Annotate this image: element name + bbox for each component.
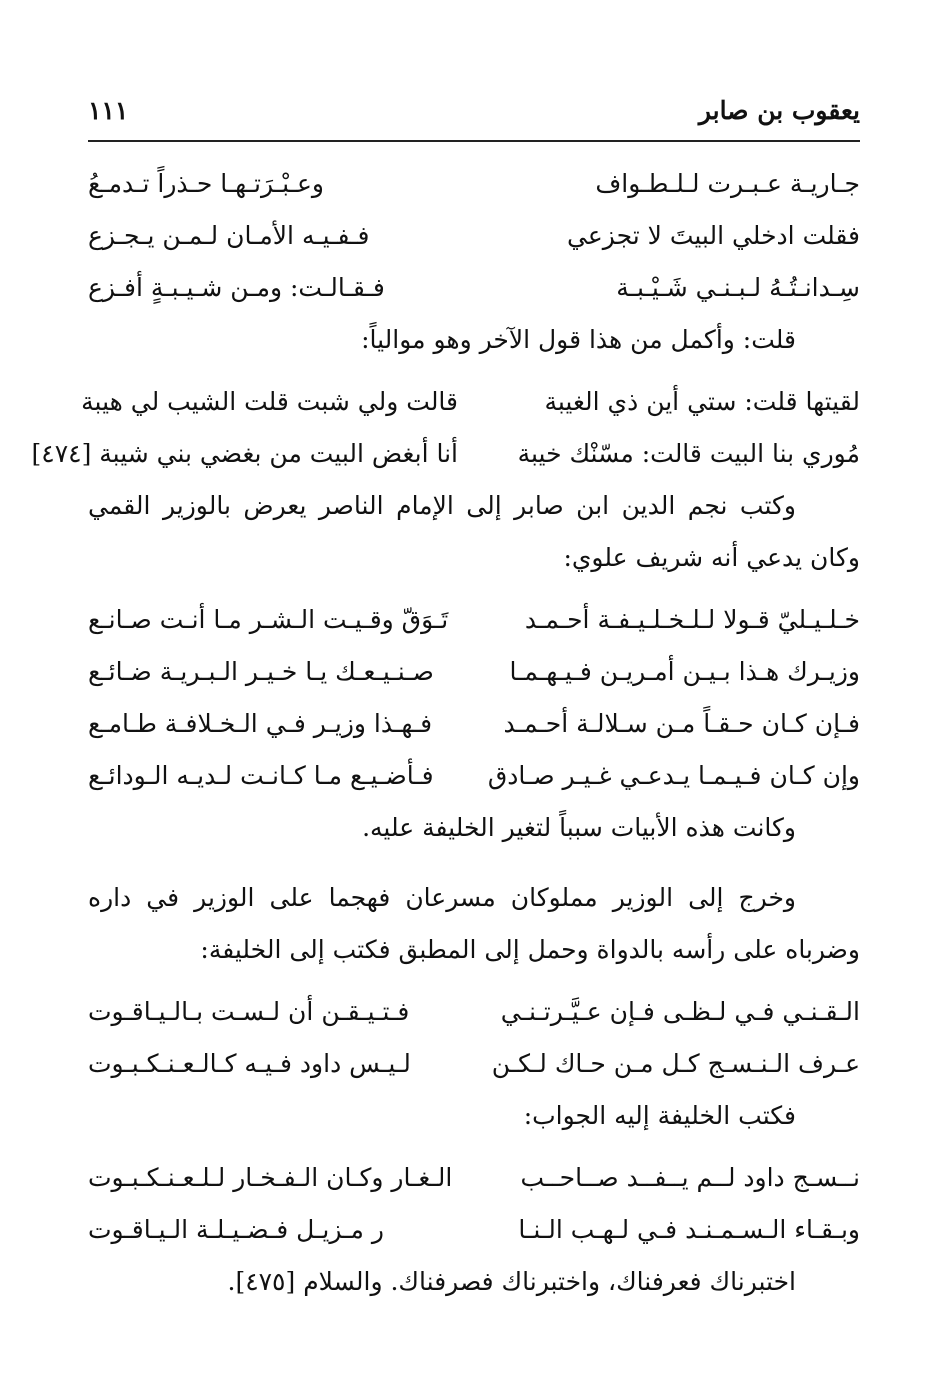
- page-body: [31, 158, 860, 1308]
- verse-line: [88, 1152, 860, 1204]
- verse-second-hemistich: ر مـزيـل فـضـيـلـة الـيـاقـوت: [88, 1215, 384, 1244]
- prose-paragraph: وخرج إلى الوزير مملوكان مسرعان فهجما على الوزير في داره وضرباه على رأسه بالدواة وحمل إلى المطبق فكتب إلى الخليفة:: [88, 883, 860, 964]
- verse-second-hemistich: فـهـذا وزيـر فـي الـخـلافـة طـامـع: [88, 709, 433, 738]
- verse-second-hemistich: تَـوَقّ وقـيـت الـشـر مـا أنـت صـانـع: [88, 605, 449, 634]
- page-number: ١١١: [88, 96, 129, 125]
- poem-block-5: [88, 1152, 860, 1256]
- verse-line: [88, 262, 860, 314]
- verse-second-hemistich: قالت ولي شبت قلت الشيب لي هيبة: [81, 387, 458, 416]
- running-title: يعقوب بن صابر: [698, 96, 860, 125]
- verse-second-hemistich: صـنـيـعـك يـا خـيـر الـبـريـة ضـائـع: [88, 657, 434, 686]
- verse-second-hemistich: فـفـيـه الأمـان لـمـن يـجـزع: [88, 221, 370, 250]
- verse-line: [88, 986, 860, 1038]
- verse-line: [88, 158, 860, 210]
- verse-line: [88, 1038, 860, 1090]
- header-rule: [88, 140, 860, 142]
- verse-first-hemistich: عـرف الـنـسـج كـل مـن حـاك لـكـن: [491, 1049, 860, 1078]
- prose-paragraph: قلت: وأكمل من هذا قول الآخر وهو موالياً:: [361, 325, 796, 354]
- verse-second-hemistich: فـأضـيـع مـا كـانـت لـديـه الـودائـع: [88, 761, 434, 790]
- verse-line: [88, 646, 860, 698]
- spacer: [88, 584, 860, 594]
- verse-first-hemistich: جـاريـة عـبـرت لـلـطـواف: [595, 169, 860, 198]
- page-header: [88, 88, 860, 138]
- prose-paragraph: اختبرناك فعرفناك، واختبرناك فصرفناك. والسلام [٤٧٥].: [227, 1267, 796, 1296]
- verse-line: [88, 698, 860, 750]
- spacer: [88, 976, 860, 986]
- verse-second-hemistich: الـغـار وكـان الـفـخـار لـلـعـنـكـبـوت: [88, 1163, 453, 1192]
- verse-first-hemistich: لقيتها قلت: ستي أين ذي الغيبة: [544, 387, 860, 416]
- verse-line: [88, 750, 860, 802]
- verse-first-hemistich: خـلـيـليّ قـولا لـلـخـلـيـفـة أحـمـد: [524, 605, 860, 634]
- verse-second-hemistich: فـقـالـت: ومـن شـيـبـةٍ أفـزع: [88, 273, 385, 302]
- verse-line: [88, 210, 860, 262]
- verse-line: [88, 1204, 860, 1256]
- verse-line: [31, 428, 860, 480]
- verse-first-hemistich: وإن كـان فـيـمـا يـدعـي غـيـر صـادق: [487, 761, 860, 790]
- prose-paragraph: فكتب الخليفة إليه الجواب:: [523, 1101, 796, 1130]
- verse-first-hemistich: فـإن كـان حـقـاً مـن سـلالـة أحـمـد: [503, 709, 860, 738]
- verse-first-hemistich: سِـدانـتُـهُ لـبـنـي شَـيْـبـة: [616, 273, 860, 302]
- spacer: [88, 854, 860, 872]
- spacer: [88, 1142, 860, 1152]
- verse-first-hemistich: مُوري بنا البيت قالت: مسّنْك خيبة: [517, 439, 860, 468]
- verse-second-hemistich: لـيـس داود فـيـه كـالـعـنـكـبـوت: [88, 1049, 411, 1078]
- verse-first-hemistich: وزيـرك هـذا بـيـن أمـريـن فـيـهـمـا: [509, 657, 860, 686]
- spacer: [88, 366, 860, 376]
- verse-second-hemistich: أنا أبغض البيت من بغضي بني شيبة [٤٧٤]: [31, 439, 458, 468]
- poem-block-1: [88, 158, 860, 314]
- verse-line: [88, 594, 860, 646]
- verse-line: [81, 376, 860, 428]
- prose-paragraph: وكانت هذه الأبيات سبباً لتغير الخليفة عليه.: [362, 813, 796, 842]
- verse-second-hemistich: فـتـيـقـن أن لـسـت بـالـيـاقـوت: [88, 997, 410, 1026]
- verse-first-hemistich: الـقـنـي فـي لـظـى فـإن عـيَّـرتـنـي: [500, 997, 860, 1026]
- poem-block-3: [88, 594, 860, 802]
- poem-block-4: [88, 986, 860, 1090]
- prose-paragraph: وكتب نجم الدين ابن صابر إلى الإمام الناصر يعرض بالوزير القمي وكان يدعي أنه شريف علوي:: [88, 491, 860, 572]
- verse-second-hemistich: وعـبْـرَتـهـا حـذراً تـدمـعُ: [88, 169, 324, 198]
- verse-first-hemistich: فقلت ادخلي البيتَ لا تجزعي: [567, 221, 860, 250]
- verse-first-hemistich: وبـقـاء الـسـمـنـد فـي لـهـب الـنـا: [518, 1215, 860, 1244]
- verse-first-hemistich: نــسـج داود لــم يــفــد صــاحــب: [520, 1163, 860, 1192]
- poem-block-2: [31, 376, 860, 480]
